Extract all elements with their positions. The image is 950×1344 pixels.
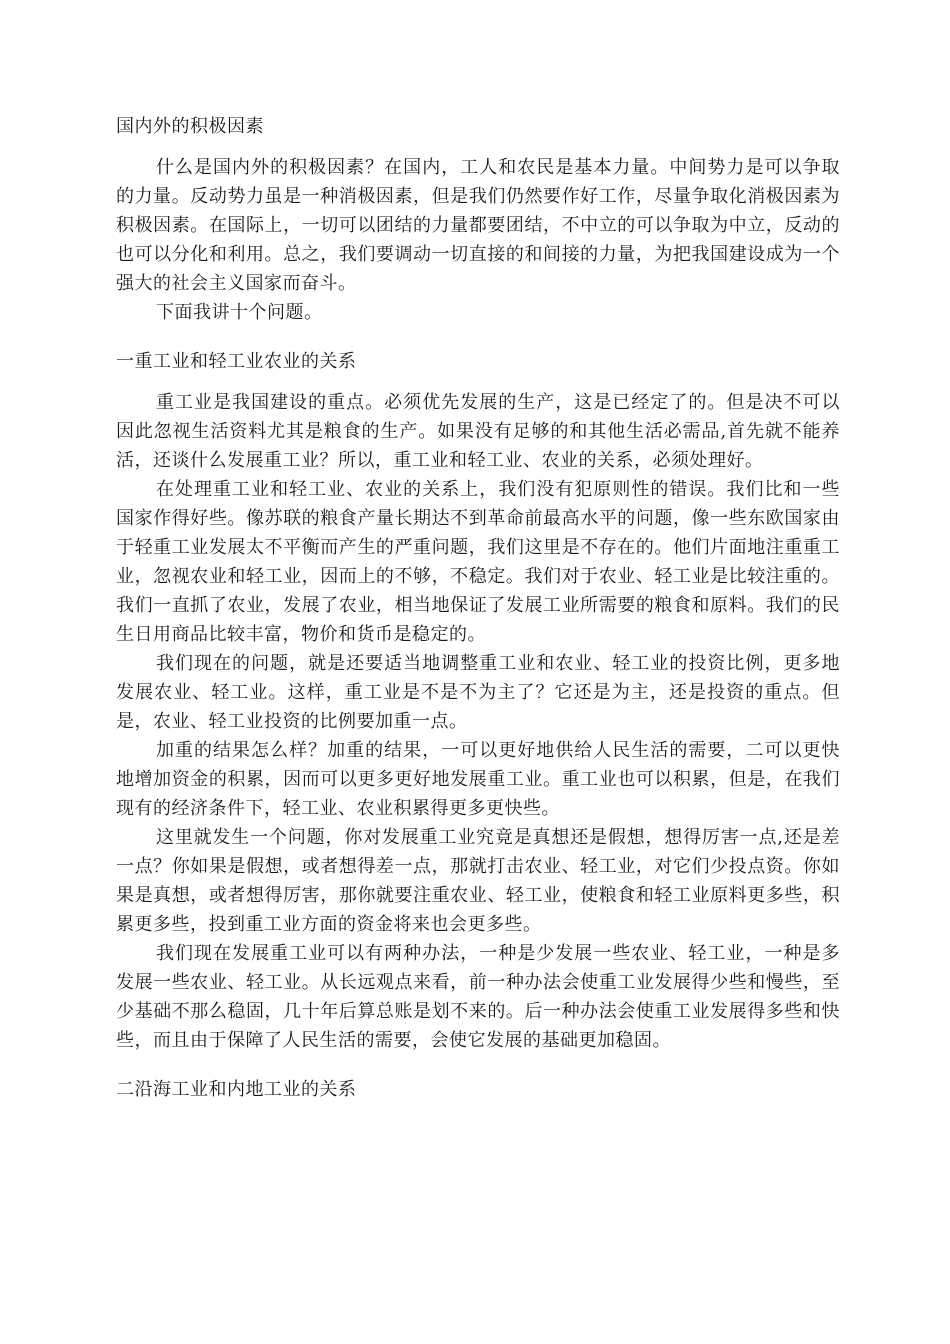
section-heading-intro: 国内外的积极因素 — [116, 116, 264, 137]
paragraph-one-5: 这里就发生一个问题，你对发展重工业究竟是真想还是假想，想得厉害一点,还是差一点？你如果是假想，或者想得差一点，那就打击农业、轻工业，对它们少投点资。你如果是真想，或者想得厉害，那你就要注重农业、轻工业，使粮食和轻工业原料更多些，积累更多些，投到重工业方面的资金将来也会更多些。 — [116, 827, 840, 935]
paragraph-one-2: 在处理重工业和轻工业、农业的关系上，我们没有犯原则性的错误。我们比和一些国家作得好些。像苏联的粮食产量长期达不到革命前最高水平的问题，像一些东欧国家由于轻重工业发展太不平衡而产生的严重问题，我们这里是不存在的。他们片面地注重重工业，忽视农业和轻工业，因而上的不够，不稳定。我们对于农业、轻工业是比较注重的。我们一直抓了农业，发展了农业，相当地保证了发展工业所需要的粮食和原料。我们的民生日用商品比较丰富，物价和货币是稳定的。 — [116, 479, 840, 645]
section-heading-one: 一重工业和轻工业农业的关系 — [116, 351, 357, 372]
paragraph-intro-2: 下面我讲十个问题。 — [156, 302, 323, 323]
paragraph-intro-1: 什么是国内外的积极因素？在国内，工人和农民是基本力量。中间势力是可以争取的力量。反动势力虽是一种消极因素，但是我们仍然要作好工作，尽量争取化消极因素为积极因素。在国际上，一切可以团结的力量都要团结，不中立的可以争取为中立，反动的也可以分化和利用。总之，我们要调动一切直接的和间接的力量，为把我国建设成为一个强大的社会主义国家而奋斗。 — [116, 157, 840, 294]
paragraph-one-3: 我们现在的问题，就是还要适当地调整重工业和农业、轻工业的投资比例，更多地发展农业、轻工业。这样，重工业是不是不为主了？它还是为主，还是投资的重点。但是，农业、轻工业投资的比例要加重一点。 — [116, 653, 840, 732]
paragraph-one-6: 我们现在发展重工业可以有两种办法，一种是少发展一些农业、轻工业，一种是多发展一些农业、轻工业。从长远观点来看，前一种办法会使重工业发展得少些和慢些，至少基础不那么稳固，几十年后算总账是划不来的。后一种办法会使重工业发展得多些和快些，而且由于保障了人民生活的需要，会使它发展的基础更加稳固。 — [116, 943, 840, 1051]
paragraph-one-1: 重工业是我国建设的重点。必须优先发展的生产，这是已经定了的。但是决不可以因此忽视生活资料尤其是粮食的生产。如果没有足够的和其他生活必需品,首先就不能养活，还谈什么发展重工业？所以，重工业和轻工业、农业的关系，必须处理好。 — [116, 392, 840, 471]
paragraph-one-4: 加重的结果怎么样？加重的结果，一可以更好地供给人民生活的需要，二可以更快地增加资金的积累，因而可以更多更好地发展重工业。重工业也可以积累，但是，在我们现有的经济条件下，轻工业、农业积累得更多更快些。 — [116, 740, 840, 819]
section-heading-two: 二沿海工业和内地工业的关系 — [116, 1079, 357, 1100]
document-page — [116, 112, 840, 1104]
